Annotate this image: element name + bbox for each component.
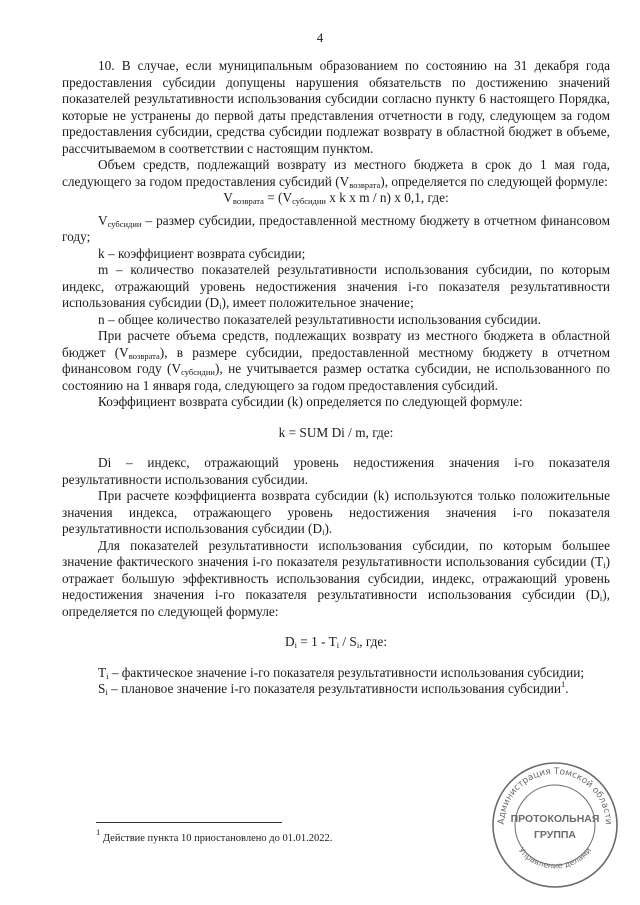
definition-n: n – общее количество показателей результативности использования субсидии. <box>98 311 541 327</box>
page-number: 4 <box>316 30 324 45</box>
definition-m: m – количество показателей результативности использования субсидии, по которым индекс, отражающий уровень недостижения значения i-го показателя результативности использования субсидии $(D_i)$, имеет положительное значение; <box>62 262 610 311</box>
stamp-bottom-text: Управление делами <box>516 845 594 871</box>
footnote-divider <box>96 822 282 823</box>
paragraph-10: 10. В случае, если муниципальным образованием по состоянию на 31 декабря года предоставления субсидии допущены нарушения обязательств по достижению значений показателей результативности использования субсидии согласно пункту 6 настоящего Порядка, которые не устранены до первой даты представления отчетности в году, следующем за годом предоставления субсидии, средства субсидии подлежат возврату в областной бюджет в объеме, рассчитываемом в соответствии с настоящим пунктом. <box>62 58 610 156</box>
paragraph-index-formula-intro: Для показателей результативности использования субсидии, по которым большее значение фактического значения i-го показателя результативности использования субсидии $(T_i)$ отражает большую эффективность использования субсидии, индекс, отражающий уровень недостижения значения i-го показателя результативности использования субсидии $(D_i)$, определяется по следующей формуле: <box>62 537 610 619</box>
definition-t: $T_i$ – фактическое значение i-го показателя результативности использования субсидии; <box>98 664 585 681</box>
document-body <box>62 58 610 698</box>
paragraph-coefficient-intro: Коэффициент возврата субсидии (k) определяется по следующей формуле: <box>98 394 523 409</box>
formula-coefficient: k = SUM Di / m, где: <box>278 424 394 440</box>
paragraph-positive-values: При расчете коэффициента возврата субсидии (k) используются только положительные значения индекса, отражающего уровень недостижения значения i-го показателя результативности использования субсидии $(D_i)$. <box>62 488 610 537</box>
stamp-line-2: ГРУППА <box>533 829 577 841</box>
paragraph-return-volume: Объем средств, подлежащий возврату из местного бюджета в срок до 1 мая года, следующего за годом предоставления субсидий $(V_{возврата})$, определяется по следующей формуле: <box>62 157 610 190</box>
definition-v-subsidy: $V_{субсидии}$ – размер субсидии, предоставленной местному бюджету в отчетном финансовом году; <box>62 212 610 244</box>
footnote: $^1$ Действие пункта 10 приостановлено до 01.01.2022. <box>96 827 333 844</box>
definition-s: $S_i$ – плановое значение i-го показателя результативности использования субсидии$^1$. <box>98 679 569 697</box>
official-stamp <box>490 760 620 890</box>
stamp-line-1: ПРОТОКОЛЬНАЯ <box>510 813 600 825</box>
formula-return-volume: $V_{возврата} = (V_{субсидии}$ x k x m / n) x 0,1, где: <box>223 190 449 206</box>
definition-di: Di – индекс, отражающий уровень недостижения значения i-го показателя результативности использования субсидии. <box>62 455 610 487</box>
definition-k: k – коэффициент возврата субсидии; <box>98 245 306 261</box>
formula-index: $D_i = 1 - T_i / S_i$, где: <box>284 634 388 650</box>
paragraph-calculation-note: При расчете объема средств, подлежащих возврату из местного бюджета в областной бюджет $(V_{возврата})$, в размере субсидии, предоставленной местному бюджету в отчетном финансовом году $(V_{субсидии})$, не учитывается размер остатка субсидии, не использованного по состоянию на 1 января года, следующего за годом предоставления субсидий. <box>62 328 610 393</box>
stamp-ring-text: Администрация Томской области <box>496 766 614 825</box>
